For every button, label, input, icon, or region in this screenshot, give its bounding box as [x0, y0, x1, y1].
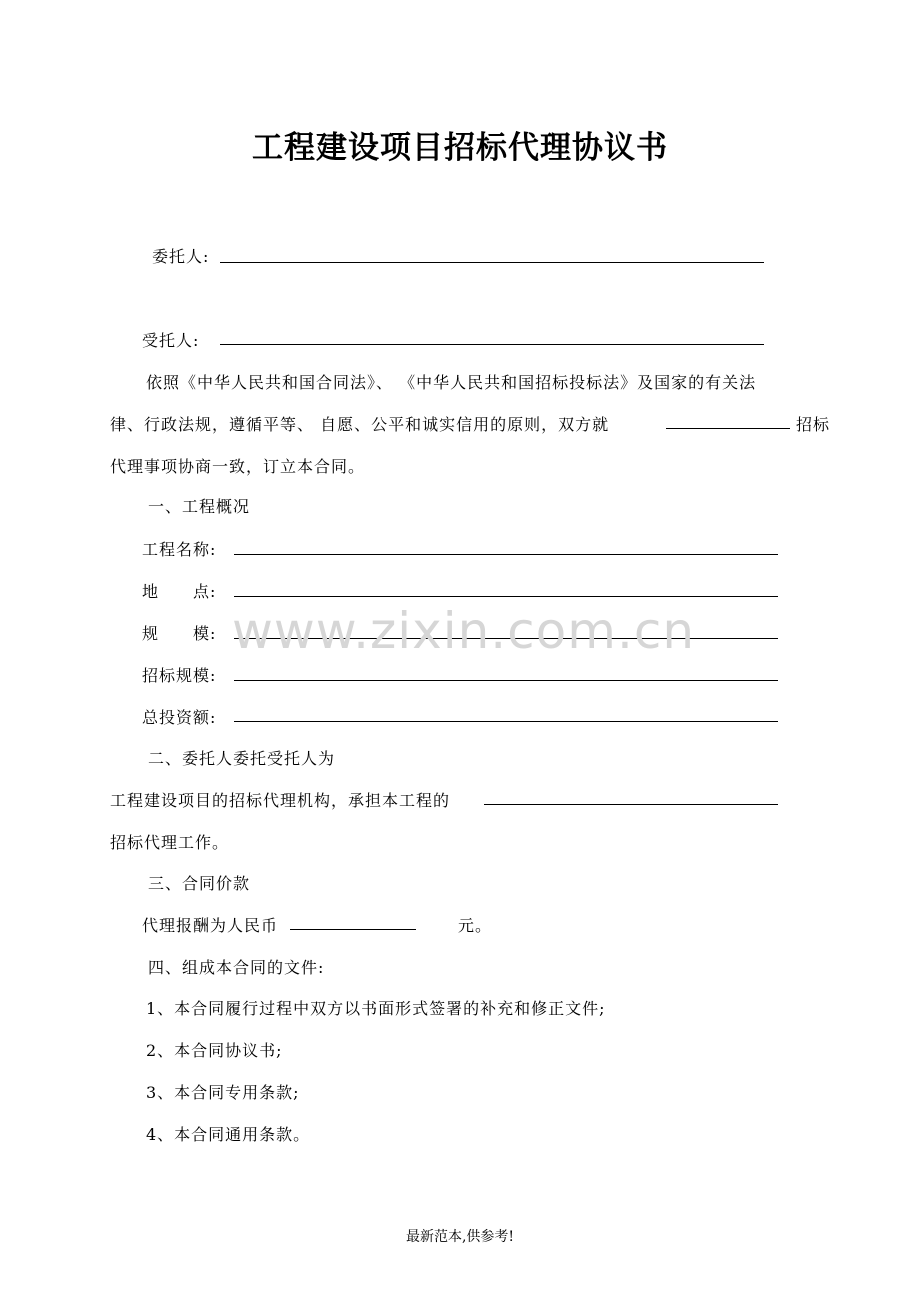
intro-line-2-end: 招标 [796, 415, 831, 434]
project-name-fill-line[interactable] [666, 428, 790, 429]
field-investment-label: 总投资额: [142, 708, 217, 727]
intro-line-3: 代理事项协商一致，订立本合同。 [110, 457, 366, 476]
client-label: 委托人: [152, 247, 210, 266]
agency-scope-fill-line[interactable] [484, 804, 778, 805]
document-list-item: 4、本合同通用条款。 [146, 1125, 311, 1144]
fee-amount-fill-line[interactable] [290, 929, 416, 930]
section-2-line-1: 工程建设项目的招标代理机构，承担本工程的 [110, 791, 451, 810]
client-fill-line[interactable] [220, 262, 764, 263]
document-title: 工程建设项目招标代理协议书 [252, 130, 668, 166]
fee-unit: 元。 [458, 916, 493, 935]
section-1-heading: 一、工程概况 [148, 497, 251, 516]
intro-line-2: 律、行政法规，遵循平等、 自愿、公平和诚实信用的原则，双方就 [110, 415, 610, 434]
field-project-name-label: 工程名称: [142, 540, 217, 559]
field-scale-label: 规 模: [142, 624, 217, 643]
field-project-name-line[interactable] [234, 554, 778, 555]
watermark: www.zixin.com.cn [232, 602, 696, 660]
field-bid-scale-label: 招标规模: [142, 666, 217, 685]
fee-label: 代理报酬为人民币 [142, 916, 279, 935]
page-footer: 最新范本,供参考! [405, 1229, 515, 1245]
section-2-heading: 二、委托人委托受托人为 [148, 749, 336, 768]
section-2-line-2: 招标代理工作。 [110, 833, 230, 852]
field-bid-scale-line[interactable] [234, 680, 778, 681]
intro-line-1: 依照《中华人民共和国合同法》、 《中华人民共和国招标投标法》及国家的有关法 [146, 373, 757, 392]
document-list-item: 2、本合同协议书; [146, 1041, 283, 1060]
agent-label: 受托人: [142, 331, 200, 350]
field-investment-line[interactable] [234, 721, 778, 722]
document-list-item: 1、本合同履行过程中双方以书面形式签署的补充和修正文件; [146, 999, 606, 1018]
section-4-heading: 四、组成本合同的文件: [148, 958, 325, 977]
field-location-label: 地 点: [142, 582, 217, 601]
field-location-line[interactable] [234, 596, 778, 597]
section-3-heading: 三、合同价款 [148, 874, 251, 893]
document-list-item: 3、本合同专用条款; [146, 1083, 300, 1102]
agent-fill-line[interactable] [220, 344, 764, 345]
